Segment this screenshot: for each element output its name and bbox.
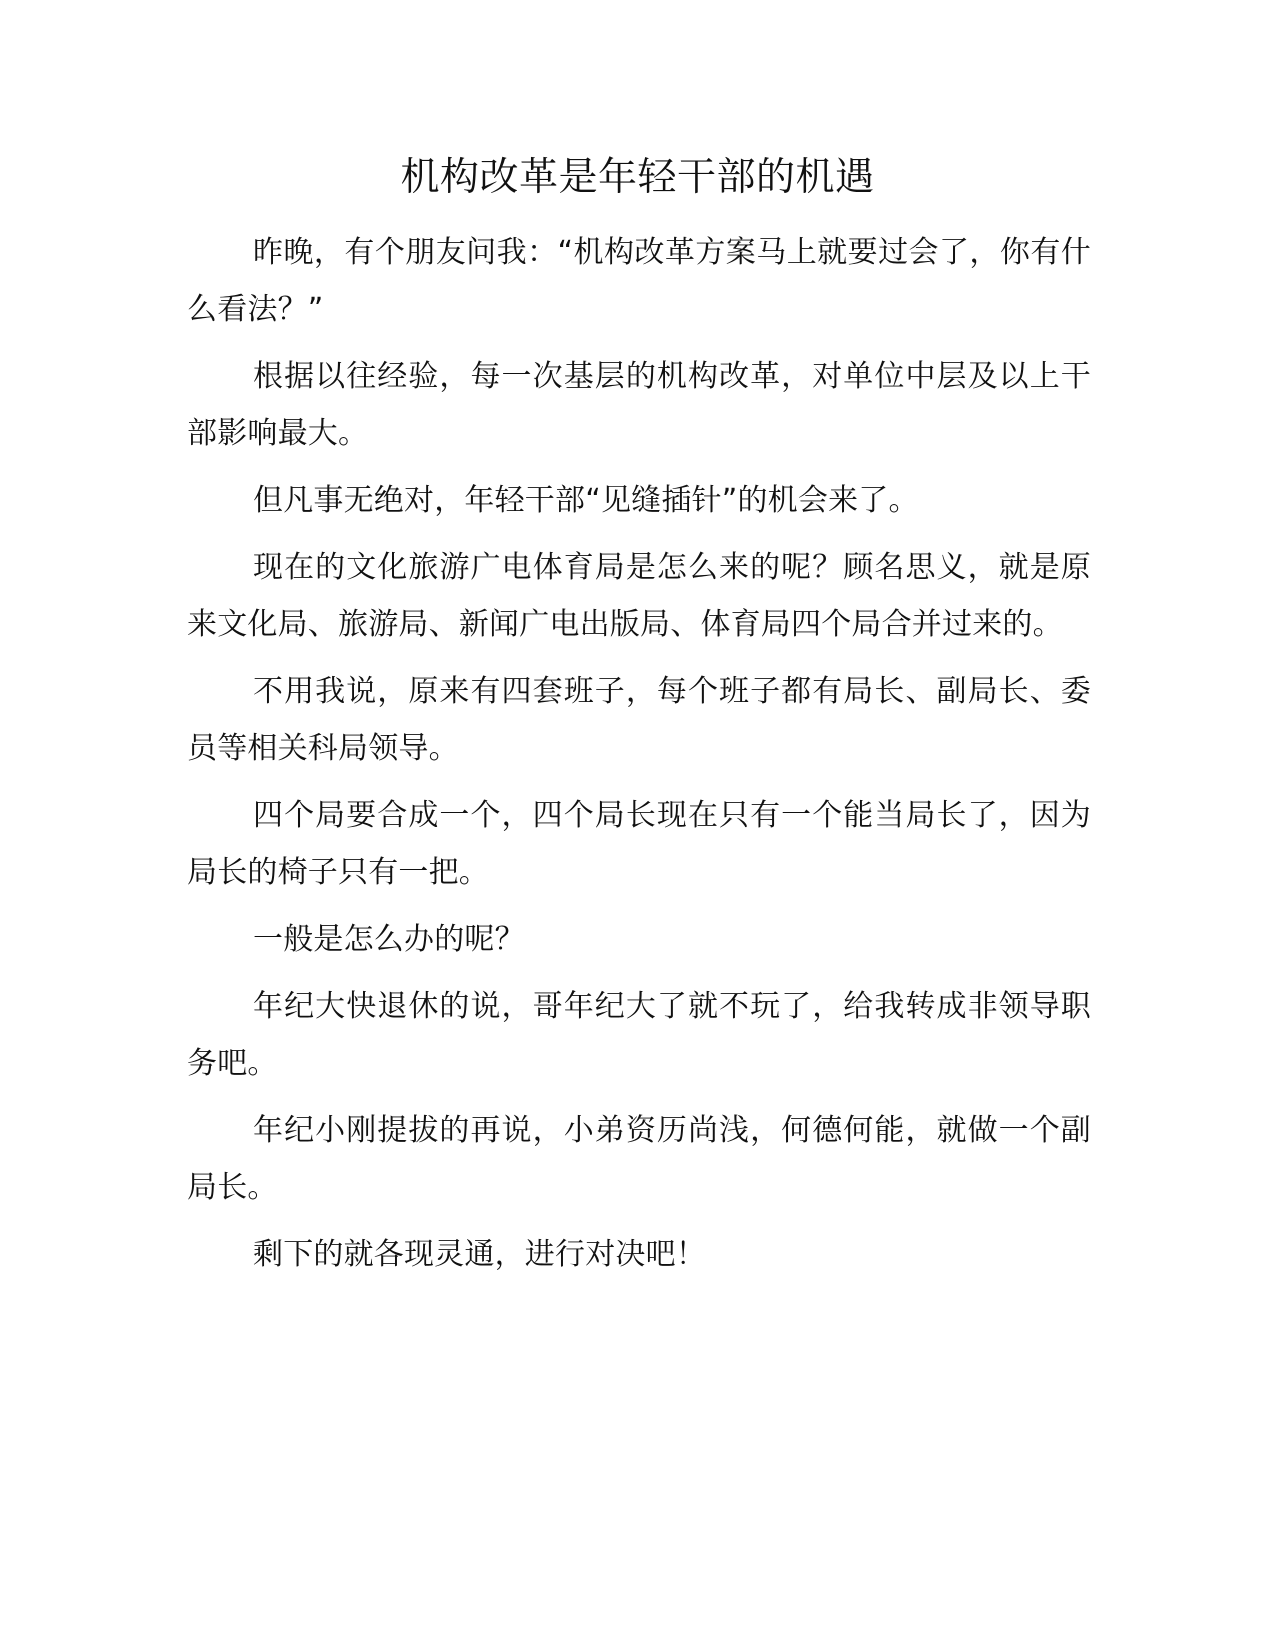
paragraph: 剩下的就各现灵通，进行对决吧！	[253, 1237, 706, 1272]
paragraph: 现在的文化旅游广电体育局是怎么来的呢？顾名思义，就是原来文化局、旅游局、新闻广电出版局、体育局四个局合并过来的。	[187, 550, 1091, 642]
paragraph: 不用我说，原来有四套班子，每个班子都有局长、副局长、委员等相关科局领导。	[187, 674, 1091, 766]
document-title: 机构改革是年轻干部的机遇	[400, 155, 875, 200]
document-body	[187, 224, 1091, 1293]
paragraph: 四个局要合成一个，四个局长现在只有一个能当局长了，因为局长的椅子只有一把。	[187, 798, 1091, 890]
paragraph: 一般是怎么办的呢？	[253, 922, 525, 957]
paragraph: 根据以往经验，每一次基层的机构改革，对单位中层及以上干部影响最大。	[187, 359, 1091, 451]
paragraph: 但凡事无绝对，年轻干部“见缝插针”的机会来了。	[253, 483, 919, 518]
paragraph: 昨晚，有个朋友问我：“机构改革方案马上就要过会了，你有什么看法？”	[187, 235, 1091, 327]
paragraph: 年纪大快退休的说，哥年纪大了就不玩了，给我转成非领导职务吧。	[187, 989, 1091, 1081]
paragraph: 年纪小刚提拔的再说，小弟资历尚浅，何德何能，就做一个副局长。	[187, 1113, 1091, 1205]
